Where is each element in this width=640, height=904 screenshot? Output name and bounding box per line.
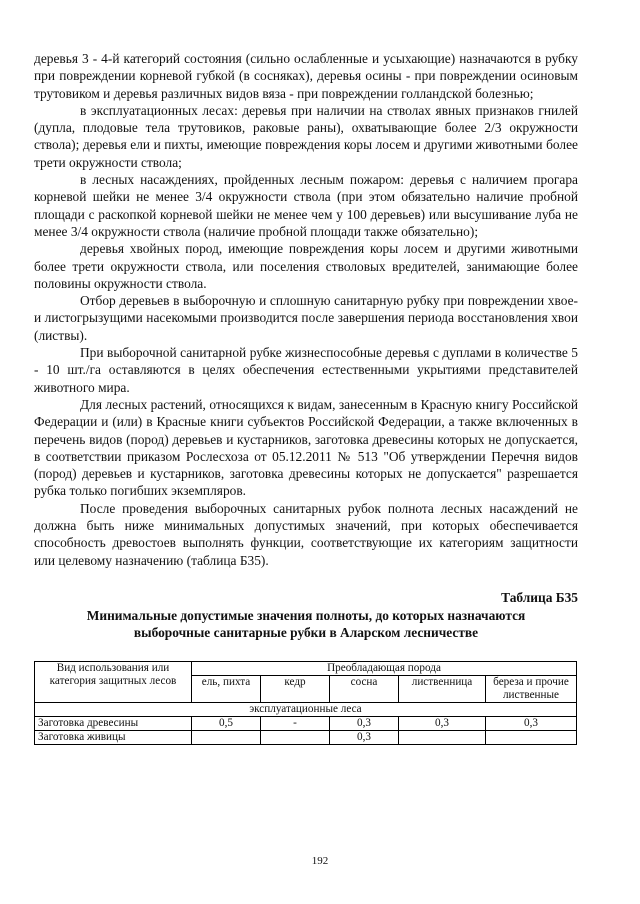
table-cell	[261, 730, 330, 744]
column-header: ель, пихта	[192, 675, 261, 702]
paragraph: Для лесных растений, относящихся к видам, занесенным в Красную книгу Российской Федерации и (или) в Красные книги субъектов Российской Федерации, а также включенных в перечень видов (пород) деревьев и кустарников, заготовка древесины которых не допускается, в соответствии приказом Рослесхоза от 05.12.2011 № 513 "Об утверждении Перечня видов (пород) деревьев и кустарников, заготовка древесины которых не допускается" разрешается рубка только погибших экземпляров.	[34, 396, 578, 499]
table-cell	[192, 730, 261, 744]
page-number: 192	[311, 855, 329, 867]
paragraph: в лесных насаждениях, пройденных лесным пожаром: деревья с наличием прогара корневой шейки не менее 3/4 окружности ствола (при этом обязательно наличие пробной площади с раскопкой корневой шейки не менее чем у 100 деревьев) или высушивание луба не менее 3/4 окружности ствола (наличие пробной площади также обязательно);	[34, 172, 578, 239]
column-header: береза и прочие лиственные	[486, 675, 577, 702]
paragraph: Отбор деревьев в выборочную и сплошную санитарную рубку при повреждении хвое- и листогрызущими насекомыми производится после завершения периода восстановления хвои (листвы).	[34, 293, 578, 343]
row-label: Заготовка живицы	[35, 730, 192, 744]
document-page	[34, 50, 578, 745]
paragraph: При выборочной санитарной рубке жизнеспособные деревья с дуплами в количестве 5 - 10 шт./га оставляются в целях обеспечения естественными укрытиями представителей животного мира.	[34, 345, 578, 395]
table-cell: 0,5	[192, 716, 261, 730]
group-header-cell: Преобладающая порода	[192, 661, 577, 675]
table-header-row	[35, 661, 577, 675]
paragraph: деревья 3 - 4-й категорий состояния (сильно ослабленные и усыхающие) назначаются в рубку при повреждении корневой губкой (в сосняках), деревья осины - при повреждении осиновым трутовиком и деревья различных видов вяза - при повреждении голландской болезнью;	[34, 51, 578, 101]
section-cell: эксплуатационные леса	[35, 702, 577, 716]
table-cell: 0,3	[399, 716, 486, 730]
polnota-table	[34, 661, 577, 745]
paragraph: деревья хвойных пород, имеющие повреждения коры лосем и другими животными более трети окружности ствола, или поселения стволовых вредителей, занимающие более половины окружности ствола.	[34, 241, 578, 291]
table-title: Минимальные допустимые значения полноты, до которых назначаются выборочные санитарные рубки в Аларском лесничестве	[86, 607, 526, 640]
table-label: Таблица Б35	[501, 589, 578, 605]
column-header: кедр	[261, 675, 330, 702]
table-cell: 0,3	[330, 716, 399, 730]
table-cell	[486, 730, 577, 744]
table-row	[35, 716, 577, 730]
row-header-cell: Вид использования или категория защитных лесов	[35, 661, 192, 702]
column-header: сосна	[330, 675, 399, 702]
table-cell	[399, 730, 486, 744]
table-row	[35, 730, 577, 744]
table-cell: 0,3	[330, 730, 399, 744]
paragraph: в эксплуатационных лесах: деревья при наличии на стволах явных признаков гнилей (дупла, плодовые тела трутовиков, раковые раны), охватывающие более 2/3 окружности ствола); деревья ели и пихты, имеющие повреждения коры лосем и другими животными более трети окружности ствола;	[34, 102, 578, 170]
table-section-row	[35, 702, 577, 716]
row-label: Заготовка древесины	[35, 716, 192, 730]
table-cell: -	[261, 716, 330, 730]
table-cell: 0,3	[486, 716, 577, 730]
column-header: лиственница	[399, 675, 486, 702]
paragraph: После проведения выборочных санитарных рубок полнота лесных насаждений не должна быть ниже минимальных допустимых значений, при которых обеспечивается способность древостоев выполнять функции, соответствующие их категориям защитности или целевому назначению (таблица Б35).	[34, 500, 578, 568]
